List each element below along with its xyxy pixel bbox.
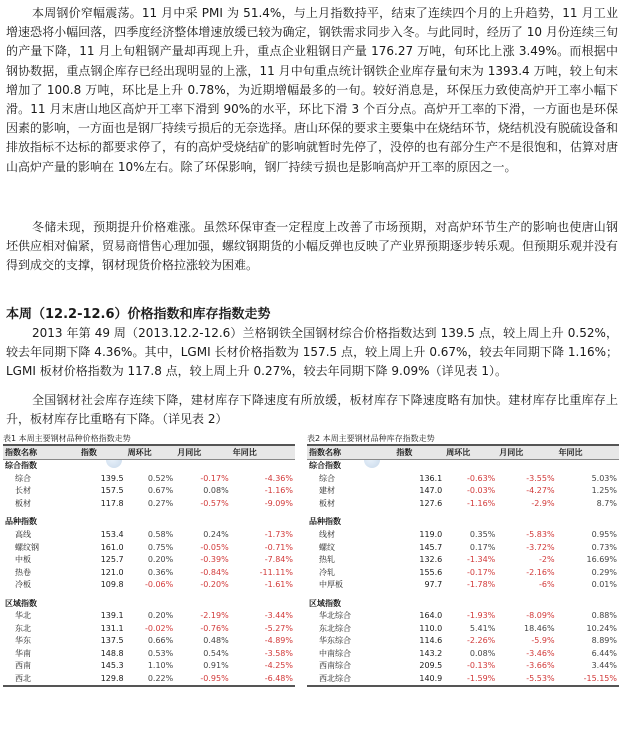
- cell-value: 137.5: [100, 636, 124, 646]
- cell-value: 119.0: [419, 530, 443, 539]
- group-title: 区域指数: [309, 598, 341, 608]
- table-row: [307, 610, 619, 623]
- table-row: [3, 541, 295, 554]
- cell-value: 0.08%: [469, 648, 496, 658]
- group-header-row: [3, 516, 295, 529]
- cell-value: -2.9%: [531, 498, 555, 508]
- cell-value: 161.0: [100, 542, 124, 552]
- cell-value: -0.57%: [200, 498, 229, 508]
- paragraph-inventory-index: 全国钢材社会库存连续下降，建材库存下降速度有所放缓，板材库存下降速度略有加快。建材库存比重库存上升，板材库存比重略有下降。（详见表 2）: [6, 393, 618, 427]
- cell-value: 3.44%: [591, 661, 617, 671]
- cell-value: 8.7%: [596, 498, 617, 508]
- cell-value: 0.22%: [126, 673, 176, 687]
- column-header: 指数: [79, 445, 126, 460]
- row-label: 西南综合: [319, 661, 351, 671]
- group-title: 品种指数: [5, 517, 37, 527]
- row-label: 华北: [15, 611, 31, 621]
- row-label: 综合: [319, 473, 335, 483]
- table-row: [3, 623, 295, 636]
- cell-value: -0.95%: [175, 673, 230, 687]
- group-header-row: [3, 597, 295, 610]
- cell-value: 0.54%: [203, 648, 229, 658]
- cell-value: -0.02%: [144, 623, 174, 633]
- cell-value: -2.26%: [466, 636, 496, 646]
- cell-value: 6.44%: [591, 648, 617, 658]
- cell-value: 117.8: [100, 498, 124, 508]
- inventory-index-table: [307, 444, 619, 687]
- cell-value: 16.69%: [586, 555, 617, 565]
- row-label: 冷轧: [319, 567, 335, 577]
- cell-value: 0.66%: [147, 636, 174, 646]
- cell-value: -0.84%: [200, 567, 229, 577]
- cell-value: 109.8: [100, 580, 124, 590]
- table-row: [3, 473, 295, 486]
- row-label: 东北: [15, 623, 31, 633]
- table-row: [3, 635, 295, 648]
- cell-value: -0.05%: [200, 542, 229, 552]
- cell-value: 5.41%: [469, 623, 496, 633]
- cell-value: -2.19%: [200, 611, 229, 621]
- cell-value: -5.9%: [531, 636, 555, 646]
- table-row: [307, 635, 619, 648]
- cell-value: 8.89%: [591, 636, 617, 646]
- cell-value: 155.6: [419, 567, 443, 577]
- cell-value: 114.6: [419, 636, 443, 646]
- row-label: 高线: [15, 530, 31, 539]
- cell-value: -0.63%: [466, 473, 496, 483]
- row-label: 热卷: [15, 567, 31, 577]
- column-header: 月同比: [175, 445, 230, 460]
- cell-value: 110.0: [419, 623, 443, 633]
- cell-value: -0.20%: [200, 580, 229, 590]
- cell-value: 140.9: [394, 673, 444, 687]
- table-row: [307, 498, 619, 511]
- cell-value: 157.5: [100, 486, 124, 496]
- cell-value: 0.95%: [591, 530, 617, 539]
- cell-value: 0.48%: [203, 636, 229, 646]
- cell-value: 0.73%: [591, 542, 617, 552]
- cell-value: -2%: [538, 555, 555, 565]
- column-header: 周环比: [126, 445, 176, 460]
- table-row: [307, 648, 619, 661]
- cell-value: 0.67%: [147, 486, 174, 496]
- cell-value: 148.8: [100, 648, 124, 658]
- row-label: 华东: [15, 636, 31, 646]
- cell-value: 145.3: [100, 661, 124, 671]
- table-row: [3, 579, 295, 592]
- cell-value: -5.83%: [526, 530, 555, 539]
- inventory-index-table-block: [307, 434, 619, 687]
- cell-value: 18.46%: [524, 623, 555, 633]
- cell-value: -8.09%: [526, 611, 555, 621]
- column-header: 指数名称: [3, 445, 79, 460]
- row-label: 华东综合: [319, 636, 351, 646]
- row-label: 中板: [15, 555, 31, 565]
- group-title: 区域指数: [5, 598, 37, 608]
- price-index-table: [3, 444, 295, 687]
- cell-value: 0.35%: [469, 530, 496, 539]
- row-label: 西北: [3, 673, 79, 687]
- cell-value: -0.03%: [466, 486, 496, 496]
- table-row: [3, 554, 295, 567]
- cell-value: 1.10%: [147, 661, 174, 671]
- row-label: 华南: [15, 648, 31, 658]
- row-label: 螺纹钢: [15, 542, 39, 552]
- group-header-row: [307, 516, 619, 529]
- section-heading: 本周（12.2-12.6）价格指数和库存指数走势: [6, 307, 271, 322]
- cell-value: -0.71%: [264, 542, 293, 552]
- cell-value: 0.08%: [203, 486, 229, 496]
- row-label: 西南: [15, 661, 31, 671]
- row-label: 热轧: [319, 555, 335, 565]
- cell-value: 209.5: [419, 661, 443, 671]
- table-row: [307, 473, 619, 486]
- cell-value: 139.5: [100, 473, 124, 483]
- cell-value: -1.34%: [466, 555, 496, 565]
- group-header-row: [307, 597, 619, 610]
- table-row: [3, 660, 295, 673]
- cell-value: 0.17%: [469, 542, 496, 552]
- cell-value: 0.01%: [591, 580, 617, 590]
- cell-value: -7.84%: [264, 555, 293, 565]
- row-label: 中南综合: [319, 648, 351, 658]
- cell-value: -6.48%: [231, 673, 295, 687]
- table-caption: 表2 本周主要钢材品种库存指数走势: [307, 434, 435, 443]
- group-header-row: [307, 460, 619, 473]
- cell-value: 132.6: [419, 555, 443, 565]
- row-label: 长材: [15, 486, 31, 496]
- table-row: [307, 623, 619, 636]
- table-row: [3, 529, 295, 542]
- table-row: [3, 566, 295, 579]
- table-row: [3, 610, 295, 623]
- cell-value: -6%: [538, 580, 555, 590]
- table-row: [307, 529, 619, 542]
- cell-value: 0.29%: [591, 567, 617, 577]
- table-row: [3, 498, 295, 511]
- cell-value: -15.15%: [557, 673, 619, 687]
- row-label: 华北综合: [319, 611, 351, 621]
- cell-value: 0.36%: [147, 567, 174, 577]
- cell-value: -0.06%: [144, 580, 174, 590]
- cell-value: -3.66%: [526, 661, 555, 671]
- row-label: 综合: [15, 473, 31, 483]
- cell-value: 131.1: [100, 623, 124, 633]
- row-label: 螺纹: [319, 542, 335, 552]
- column-header: 月同比: [497, 445, 556, 460]
- table-row: [3, 673, 295, 687]
- cell-value: -3.72%: [526, 542, 555, 552]
- column-header: 周环比: [444, 445, 497, 460]
- group-header-row: [3, 460, 295, 473]
- row-label: 冷板: [15, 580, 31, 590]
- cell-value: 0.88%: [591, 611, 617, 621]
- cell-value: -1.93%: [466, 611, 496, 621]
- cell-value: -3.44%: [264, 611, 293, 621]
- cell-value: 5.03%: [591, 473, 617, 483]
- cell-value: 129.8: [79, 673, 126, 687]
- table-row: [307, 660, 619, 673]
- row-label: 西北综合: [307, 673, 394, 687]
- row-label: 线材: [319, 530, 335, 539]
- cell-value: -0.17%: [200, 473, 229, 483]
- group-title: 综合指数: [309, 461, 341, 471]
- cell-value: -0.17%: [466, 567, 496, 577]
- cell-value: 1.25%: [591, 486, 617, 496]
- cell-value: 139.1: [100, 611, 124, 621]
- column-header: 指数名称: [307, 445, 394, 460]
- cell-value: 136.1: [419, 473, 443, 483]
- group-title: 综合指数: [5, 461, 37, 471]
- cell-value: 0.20%: [147, 611, 174, 621]
- cell-value: 153.4: [100, 530, 124, 539]
- paragraph-winter-storage: 冬储未现，预期提升价格难涨。虽然环保审查一定程度上改善了市场预期，对高炉环节生产的影响也使唐山钢坯供应相对偏紧，贸易商惜售心理加强，螺纹钢期货的小幅反弹也反映了产业界预期逐步转乐观。但预期乐观并没有得到成交的支撑，钢材现货价格拉涨较为困难。: [6, 220, 619, 273]
- cell-value: -3.46%: [526, 648, 555, 658]
- cell-value: -0.76%: [200, 623, 229, 633]
- paragraph-market-overview: 本周钢价窄幅震荡。11 月中采 PMI 为 51.4%，与上月指数持平，结束了连续四个月的上升趋势，11 月工业增速恐将小幅回落，四季度经济整体增速放缓已较为确定，钢铁需求同步入冬。与此同时，经历了 10 月份连续三旬的产量下降，11 月上旬粗钢产量却再现上升，重点企业粗钢日产量 176.27 万吨，旬环比上涨 3.49%。而根据中钢协数据，重点钢企库存已经出现明显的上涨，11 月中旬重点统计钢铁企业库存量旬末为 1393.4 万吨，较上旬末增加了 100.8 万吨，环比是上升 0.78%，为近期增幅最多的一旬。较好消息是，环保压力致使高炉开工率小幅下滑。11 月末唐山地区高炉开工率下滑到 90%的水平，环比下滑 3 个百分点。高炉开工率的下滑，一方面也是环保因素的影响，一方面也是钢厂持续亏损后的无奈选择。唐山环保的要求主要集中在烧结环节，烧结机没有脱硫设备和排放指标不达标的都要求停了，有的高炉受烧结矿的影响就暂时先停了，没停的也有部分生产不是很饱和，估算对唐山高炉产量的影响在 10%左右。除了环保影响，钢厂持续亏损也是影响高炉开工率的原因之一。: [6, 6, 619, 174]
- cell-value: 0.20%: [147, 555, 174, 565]
- cell-value: -1.78%: [466, 580, 496, 590]
- group-title: 品种指数: [309, 517, 341, 527]
- cell-value: -5.53%: [497, 673, 556, 687]
- row-label: 板材: [15, 498, 31, 508]
- row-label: 建材: [319, 486, 335, 496]
- table-row: [307, 485, 619, 498]
- cell-value: -9.09%: [264, 498, 293, 508]
- cell-value: 0.52%: [147, 473, 174, 483]
- cell-value: 0.75%: [147, 542, 174, 552]
- table-row: [307, 541, 619, 554]
- cell-value: -0.39%: [200, 555, 229, 565]
- cell-value: 145.7: [419, 542, 443, 552]
- table-row: [307, 554, 619, 567]
- cell-value: -1.16%: [466, 498, 496, 508]
- cell-value: 10.24%: [586, 623, 617, 633]
- row-label: 板材: [319, 498, 335, 508]
- column-header: 指数: [394, 445, 444, 460]
- column-header: 年同比: [231, 445, 295, 460]
- cell-value: -3.55%: [526, 473, 555, 483]
- cell-value: 0.27%: [147, 498, 174, 508]
- table-row: [307, 566, 619, 579]
- cell-value: -4.27%: [526, 486, 555, 496]
- cell-value: -11.11%: [259, 567, 293, 577]
- cell-value: 125.7: [100, 555, 124, 565]
- cell-value: 97.7: [424, 580, 443, 590]
- cell-value: 0.24%: [203, 530, 229, 539]
- cell-value: 0.53%: [147, 648, 174, 658]
- cell-value: 0.58%: [147, 530, 174, 539]
- row-label: 中厚板: [319, 580, 343, 590]
- cell-value: -0.13%: [466, 661, 496, 671]
- cell-value: 127.6: [419, 498, 443, 508]
- cell-value: -4.36%: [264, 473, 293, 483]
- table-row: [3, 648, 295, 661]
- cell-value: 147.0: [419, 486, 443, 496]
- cell-value: 164.0: [419, 611, 443, 621]
- table-row: [3, 485, 295, 498]
- cell-value: -1.73%: [264, 530, 293, 539]
- table-caption: 表1 本周主要钢材品种价格指数走势: [3, 434, 131, 443]
- cell-value: -2.16%: [526, 567, 555, 577]
- cell-value: 121.0: [100, 567, 124, 577]
- cell-value: -4.25%: [264, 661, 293, 671]
- cell-value: -1.16%: [264, 486, 293, 496]
- cell-value: 143.2: [419, 648, 443, 658]
- paragraph-price-index: 2013 年第 49 周（2013.12.2-12.6）兰格钢铁全国钢材综合价格指数达到 139.5 点，较上周上升 0.52%，较去年同期下降 4.36%。其中，LGMI 长材价格指数为 157.5 点，较上周上升 0.67%，较去年同期下降 1.16%；LGMI 板材价格指数为 117.8 点，较上周上升 0.27%，较去年同期下降 9.09%（详见表 1）。: [6, 326, 618, 379]
- cell-value: -4.89%: [264, 636, 293, 646]
- cell-value: -1.59%: [444, 673, 497, 687]
- cell-value: -1.61%: [264, 580, 293, 590]
- table-row: [307, 673, 619, 687]
- row-label: 东北综合: [319, 623, 351, 633]
- price-index-table-block: [3, 434, 295, 687]
- column-header: 年同比: [557, 445, 619, 460]
- cell-value: 0.91%: [203, 661, 229, 671]
- cell-value: -3.58%: [264, 648, 293, 658]
- table-row: [307, 579, 619, 592]
- cell-value: -5.27%: [264, 623, 293, 633]
